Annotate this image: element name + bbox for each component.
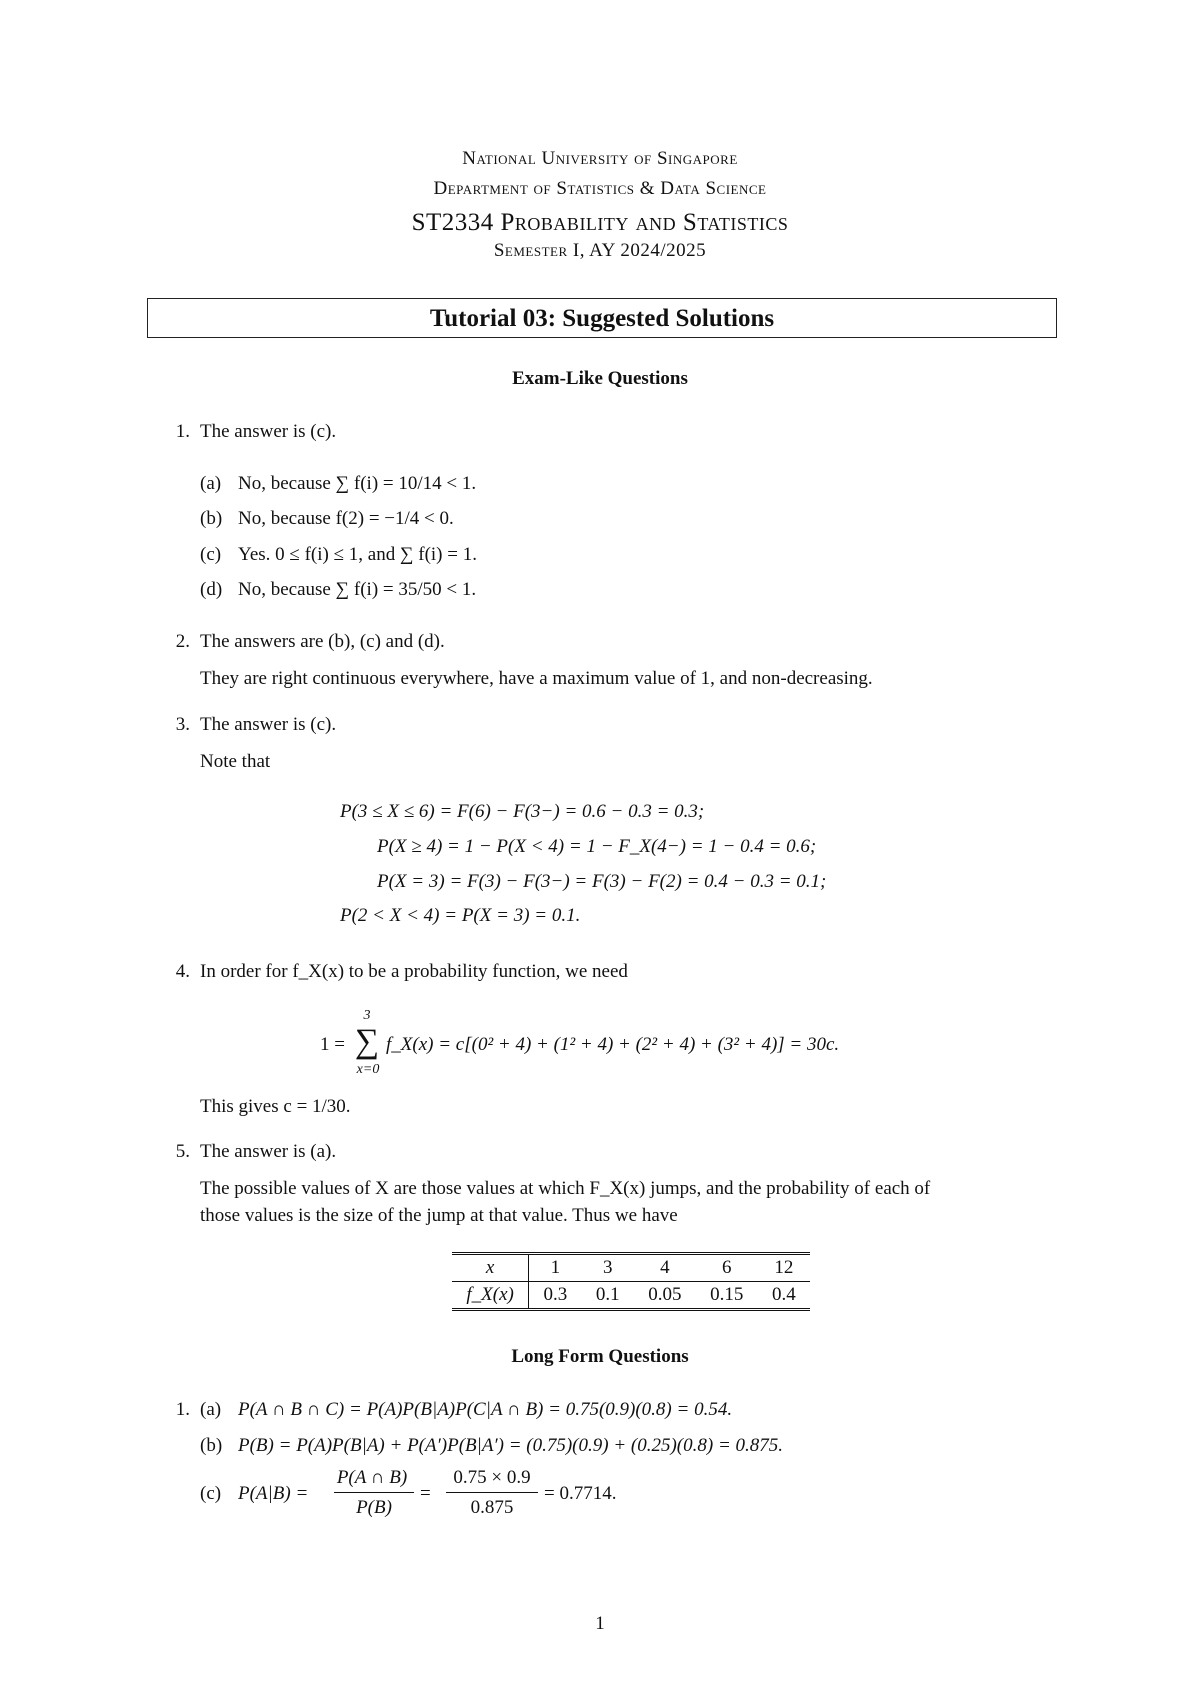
- pmf-x-value: 6: [696, 1255, 758, 1282]
- long-q1-a: P(A ∩ B ∩ C) = P(A)P(B|A)P(C|A ∩ B) = 0.75(0.9)(0.8) = 0.54.: [238, 1399, 733, 1420]
- pmf-fx-value: 0.4: [771, 1284, 796, 1305]
- pmf-table: [452, 1252, 810, 1311]
- exam-q3-equation-2: P(X ≥ 4) = 1 − P(X < 4) = 1 − F_X(4−) = 1 − 0.4 = 0.6;: [377, 836, 817, 857]
- exam-q1-part-c-label: (c): [200, 544, 222, 565]
- exam-q5-detail-line-1: The possible values of X are those values at which F_X(x) jumps, and the probability of each of: [200, 1178, 931, 1199]
- long-q1-c-left: P(A|B) =: [238, 1483, 309, 1504]
- long-q1-c-right: = 0.7714.: [544, 1483, 617, 1504]
- fraction-bar: [446, 1492, 538, 1493]
- department-name: Department of Statistics & Data Science: [433, 178, 767, 199]
- exam-q4-sum-lower: x=0: [356, 1062, 380, 1077]
- exam-q3-note: Note that: [200, 751, 271, 772]
- long-q1-c-frac2-den: 0.875: [470, 1497, 514, 1518]
- exam-q1-part-a-label: (a): [200, 473, 222, 494]
- exam-q5-answer: The answer is (a).: [200, 1141, 337, 1162]
- long-q1-c-frac1-den: P(B): [356, 1497, 392, 1518]
- course-title: ST2334 Probability and Statistics: [411, 209, 789, 236]
- sigma-icon: ∑: [354, 1023, 380, 1060]
- pmf-x-label: x: [452, 1255, 529, 1282]
- pmf-fx-value: 0.15: [710, 1284, 744, 1305]
- long-q1-b: P(B) = P(A)P(B|A) + P(A′)P(B|A′) = (0.75)(0.9) + (0.25)(0.8) = 0.875.: [238, 1435, 784, 1456]
- exam-q1-part-d: No, because ∑ f(i) = 35/50 < 1.: [238, 579, 477, 600]
- pmf-x-value: 4: [634, 1255, 696, 1282]
- long-section-heading: Long Form Questions: [511, 1346, 689, 1367]
- exam-q1-part-b: No, because f(2) = −1/4 < 0.: [238, 508, 454, 529]
- pmf-x-value: 12: [758, 1255, 810, 1282]
- pmf-x-value: 1: [529, 1255, 582, 1282]
- exam-q1-part-c: Yes. 0 ≤ f(i) ≤ 1, and ∑ f(i) = 1.: [238, 544, 477, 565]
- exam-q2-number: 2.: [175, 631, 190, 652]
- exam-q1-number: 1.: [175, 421, 190, 442]
- exam-q2-detail: They are right continuous everywhere, have a maximum value of 1, and non-decreasing.: [200, 668, 873, 689]
- pmf-fx-value: 0.3: [543, 1284, 568, 1305]
- exam-q3-answer: The answer is (c).: [200, 714, 337, 735]
- long-q1-c-equals: =: [420, 1483, 431, 1504]
- exam-q4-number: 4.: [175, 961, 190, 982]
- exam-q3-equation-4: P(2 < X < 4) = P(X = 3) = 0.1.: [340, 905, 581, 926]
- exam-q4-sum-upper: 3: [363, 1008, 371, 1023]
- exam-q5-detail-line-2: those values is the size of the jump at that value. Thus we have: [200, 1205, 678, 1226]
- exam-q3-number: 3.: [175, 714, 190, 735]
- exam-q1-part-a: No, because ∑ f(i) = 10/14 < 1.: [238, 473, 477, 494]
- university-name: National University of Singapore: [462, 148, 738, 169]
- tutorial-title: Tutorial 03: Suggested Solutions: [147, 298, 1057, 338]
- long-q1-a-label: (a): [200, 1399, 222, 1420]
- long-q1-c-frac2-num: 0.75 × 0.9: [453, 1467, 531, 1488]
- exam-q1-part-d-label: (d): [200, 579, 223, 600]
- exam-q4-eq-right: f_X(x) = c[(0² + 4) + (1² + 4) + (2² + 4) + (3² + 4)] = 30c.: [386, 1034, 840, 1055]
- pmf-fx-value: 0.05: [648, 1284, 682, 1305]
- exam-q1-part-b-label: (b): [200, 508, 223, 529]
- long-q1-number: 1.: [175, 1399, 190, 1420]
- exam-q5-number: 5.: [175, 1141, 190, 1162]
- page-number: 1: [595, 1613, 605, 1634]
- exam-q4-result: This gives c = 1/30.: [200, 1096, 351, 1117]
- exam-q3-equation-1: P(3 ≤ X ≤ 6) = F(6) − F(3−) = 0.6 − 0.3 = 0.3;: [340, 801, 705, 822]
- long-q1-b-label: (b): [200, 1435, 223, 1456]
- exam-q2-answer: The answers are (b), (c) and (d).: [200, 631, 445, 652]
- exam-section-heading: Exam-Like Questions: [512, 368, 688, 389]
- exam-q4-eq-left: 1 =: [320, 1034, 345, 1055]
- long-q1-c-label: (c): [200, 1483, 222, 1504]
- exam-q4-text: In order for f_X(x) to be a probability function, we need: [200, 961, 628, 982]
- exam-q3-equation-3: P(X = 3) = F(3) − F(3−) = F(3) − F(2) = 0.4 − 0.3 = 0.1;: [377, 871, 827, 892]
- long-q1-c-frac1-num: P(A ∩ B): [336, 1467, 408, 1488]
- pmf-table-row-fx: [452, 1282, 810, 1309]
- pmf-fx-value: 0.1: [595, 1284, 620, 1305]
- pmf-x-value: 3: [582, 1255, 634, 1282]
- pmf-table-row-x: [452, 1255, 810, 1282]
- pmf-fx-label: f_X(x): [452, 1282, 529, 1309]
- semester-line: Semester I, AY 2024/2025: [493, 240, 707, 261]
- exam-q1-answer: The answer is (c).: [200, 421, 337, 442]
- fraction-bar: [334, 1492, 414, 1493]
